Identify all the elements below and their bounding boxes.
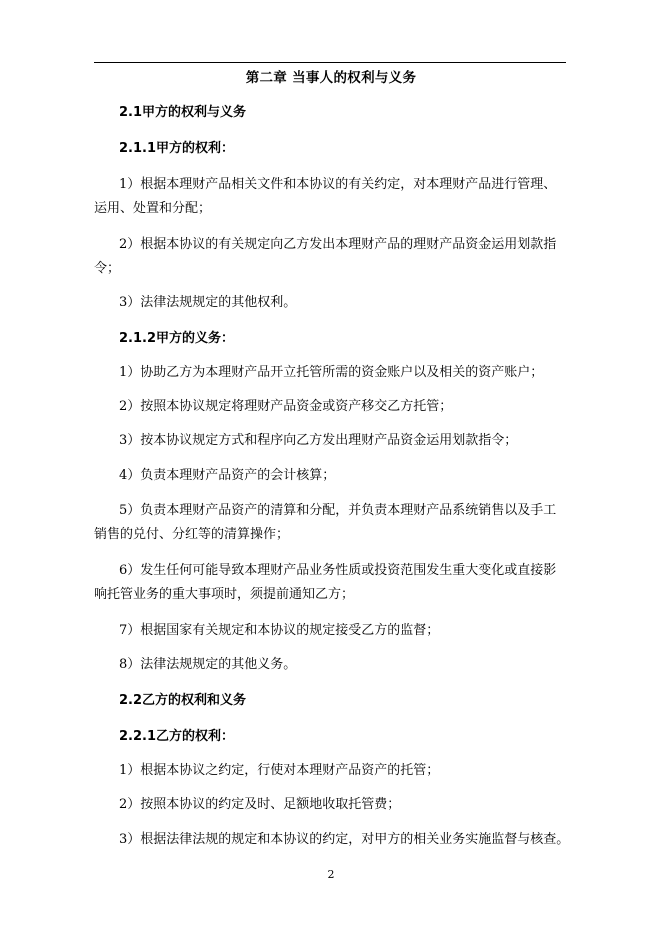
paragraph-line: 2）按照本协议规定将理财产品资金或资产移交乙方托管；	[119, 399, 453, 414]
paragraph-line: 销售的兑付、分红等的清算操作；	[94, 527, 290, 542]
paragraph-line: 2）按照本协议的约定及时、足额地收取托管费；	[119, 797, 401, 812]
header-rule	[94, 62, 566, 63]
paragraph-line: 2）根据本协议的有关规定向乙方发出本理财产品的理财产品资金运用划款指	[119, 237, 557, 252]
paragraph-line: 1）根据本理财产品相关文件和本协议的有关约定，对本理财产品进行管理、	[119, 177, 557, 192]
paragraph-line: 响托管业务的重大事项时，须提前通知乙方；	[94, 587, 355, 602]
paragraph-line: 3）根据法律法规的规定和本协议的约定，对甲方的相关业务实施监督与核查。	[119, 832, 570, 847]
paragraph-line: 3）按本协议规定方式和程序向乙方发出理财产品资金运用划款指令；	[119, 433, 518, 448]
paragraph-line: 6）发生任何可能导致本理财产品业务性质或投资范围发生重大变化或直接影	[119, 563, 557, 578]
paragraph-line: 令；	[94, 261, 121, 276]
section-heading-2-1: 2.1甲方的权利与义务	[119, 105, 247, 120]
paragraph-line: 3）法律法规规定的其他权利。	[119, 295, 297, 310]
section-heading-2-2: 2.2乙方的权利和义务	[119, 693, 247, 708]
subsection-heading-2-1-2: 2.1.2甲方的义务：	[119, 331, 235, 346]
paragraph-line: 8）法律法规规定的其他义务。	[119, 657, 297, 672]
subsection-heading-2-1-1: 2.1.1甲方的权利：	[119, 141, 235, 156]
paragraph-line: 1）根据本协议之约定，行使对本理财产品资产的托管；	[119, 763, 440, 778]
paragraph-line: 1）协助乙方为本理财产品开立托管所需的资金账户以及相关的资产账户；	[119, 365, 544, 380]
paragraph-line: 4）负责本理财产品资产的会计核算；	[119, 468, 336, 483]
paragraph-line: 7）根据国家有关规定和本协议的规定接受乙方的监督；	[119, 623, 440, 638]
subsection-heading-2-2-1: 2.2.1乙方的权利：	[119, 729, 235, 744]
paragraph-line: 运用、处置和分配；	[94, 201, 212, 216]
page-number: 2	[327, 868, 335, 881]
paragraph-line: 5）负责本理财产品资产的清算和分配，并负责本理财产品系统销售以及手工	[119, 503, 557, 518]
chapter-title: 第二章 当事人的权利与义务	[245, 70, 417, 86]
